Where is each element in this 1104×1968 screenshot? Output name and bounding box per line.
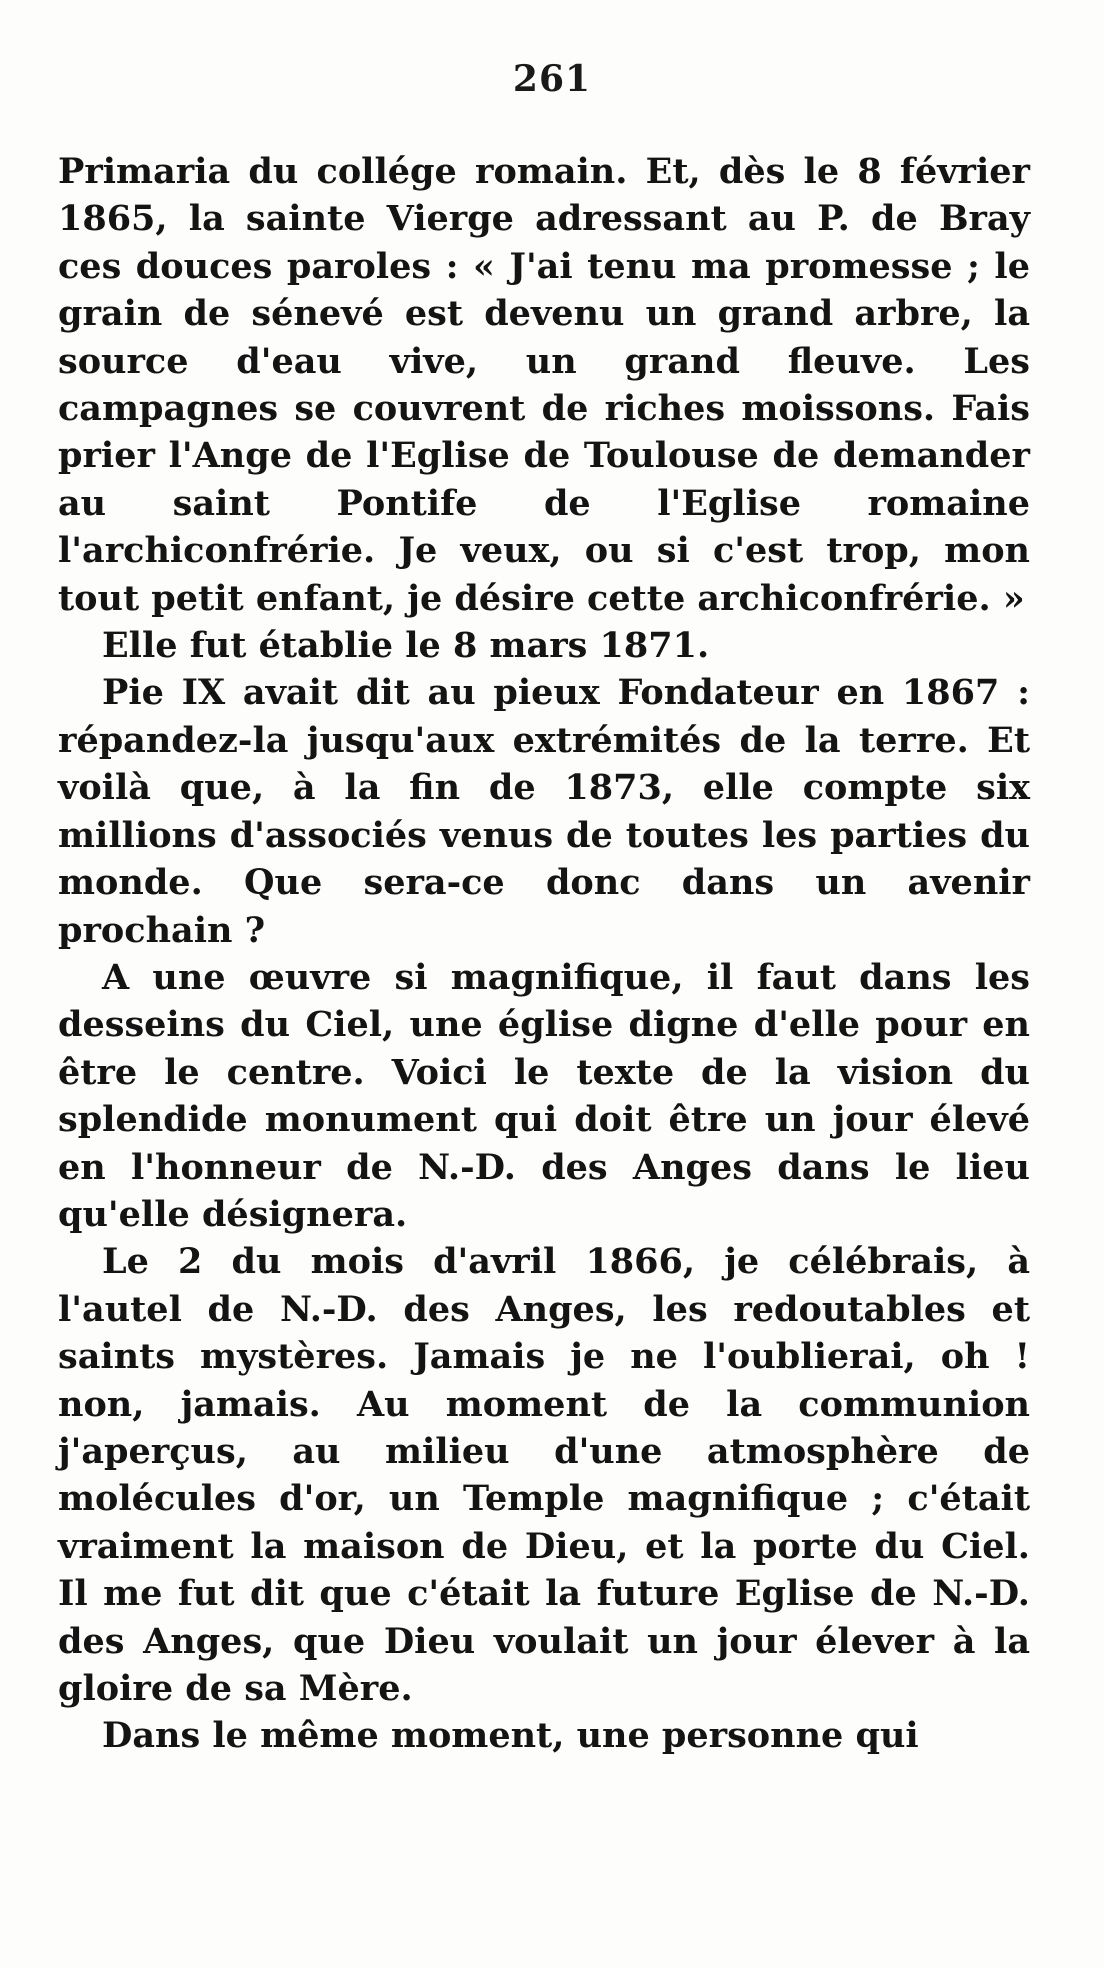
paragraph-2: Elle fut établie le 8 mars 1871. [102,625,710,667]
paragraph-5: Le 2 du mois d'avril 1866, je célébrais, à l'autel de N.-D. des Anges, les redoutables et saints mystères. Jamais je ne l'oublierai, oh ! non, jamais. Au moment de la communion j'aperçus, au milieu d'une atmosphère de molécules d'or, un Temple magnifique ; c'était vraiment la maison de Dieu, et la porte du Ciel. Il me fut dit que c'était la future Eglise de N.-D. des Anges, que Dieu voulait un jour élever à la gloire de sa Mère. [58,1241,1030,1709]
body-text [58,148,1030,1760]
page-number: 261 [512,58,592,100]
paragraph-3: Pie IX avait dit au pieux Fondateur en 1867 : répandez-la jusqu'aux extrémités de la terre. Et voilà que, à la fin de 1873, elle compte six millions d'associés venus de toutes les parties du monde. Que sera-ce donc dans un avenir prochain ? [58,672,1030,951]
paragraph-4: A une œuvre si magnifique, il faut dans les desseins du Ciel, une église digne d'elle pour en être le centre. Voici le texte de la vision du splendide monument qui doit être un jour élevé en l'honneur de N.-D. des Anges dans le lieu qu'elle désignera. [58,956,1030,1235]
paragraph-6: Dans le même moment, une personne qui [102,1715,919,1757]
paragraph-1: Primaria du collége romain. Et, dès le 8 février 1865, la sainte Vierge adressant au P. de Bray ces douces paroles : « J'ai tenu ma promesse ; le grain de sénevé est devenu un grand arbre, la source d'eau vive, un grand fleuve. Les campagnes se couvrent de riches moissons. Fais prier l'Ange de l'Eglise de Toulouse de demander au saint Pontife de l'Eglise romaine l'archiconfrérie. Je veux, ou si c'est trop, mon tout petit enfant, je désire cette archiconfrérie. » [58,151,1030,619]
